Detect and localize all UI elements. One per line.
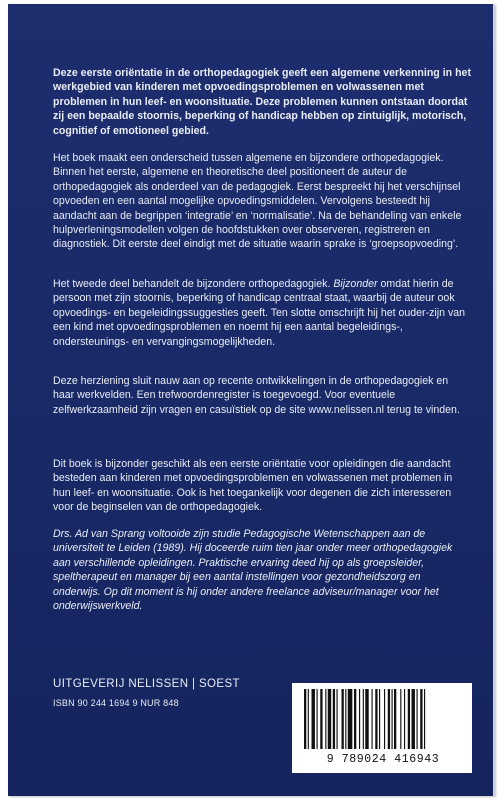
paragraph-specific-start: Het tweede deel behandelt de bijzondere orthopedagogiek.: [53, 278, 334, 290]
paragraph-audience: Dit boek is bijzonder geschikt als een eerste oriëntatie voor opleidingen die aandacht besteden aan kinderen met opvoedingsproblemen en volwassenen met problemen in hun leef- en woonsituatie. Ook is het toegankelijk voor degenen die zich interesseren voor de beginselen van de orthopedagogiek.: [53, 458, 453, 514]
isbn-line: ISBN 90 244 1694 9 NUR 848: [53, 698, 179, 708]
paragraph-general: Het boek maakt een onderscheid tussen algemene en bijzondere orthopedagogiek. Binnen het eerste, algemene en theoretische deel positioneert de auteur de orthopedagogiek als onderdeel van de pedagogiek. Eerst bespreekt hij het verschijnsel opvoeden en een aantal mogelijke opvoedingsmiddelen. Vervolgens besteedt hij aandacht aan de begrippen ‘integratie’ en ‘normalisatie’. Na de behandeling van enkele hulpverleningsmodellen volgen de hoofdstukken over observeren, registreren en diagnostiek. Dit eerste deel eindigt met de situatie waarin sprake is ‘groepsopvoeding’.: [53, 152, 462, 251]
paragraph-revision: Deze herziening sluit nauw aan op recente ontwikkelingen in de orthopedagogiek en haar werkvelden. Een trefwoordenregister is toegevoegd. Voor eventuele zelfwerkzaamheid zijn vragen en casuïstiek op de site www.nelissen.nl terug te vinden.: [53, 375, 460, 416]
intro-paragraph: Deze eerste oriëntatie in de orthopedagogiek geeft een algemene verkenning in het werkgebied van kinderen met opvoedingsproblemen en volwassenen met problemen in hun leef- en woonsituatie. Deze problemen kunnen ontstaan doordat zij een bepaalde stoornis, beperking of handicap hebben op zintuiglijk, motorisch, cognitief of emotioneel gebied.: [53, 67, 471, 137]
paragraph-specific-emphasis: Bijzonder: [333, 278, 378, 290]
author-bio: Drs. Ad van Sprang voltooide zijn studie Pedagogische Wetenschappen aan de universiteit te Leiden (1989). Hij doceerde ruim tien jaar onder meer orthopedagogiek aan verschillende opleidingen. Praktische ervaring deed hij op als groepsleider, speltherapeut en manager bij een aantal instellingen voor gezondheidszorg en onderwijs. Op dit moment is hij onder andere freelance adviseur/manager voor het onderwijswerkveld.: [53, 528, 453, 613]
barcode: [292, 683, 472, 773]
barcode-bars: [302, 689, 462, 753]
paragraph-specific: [53, 277, 471, 349]
publisher-name: UITGEVERIJ NELISSEN | SOEST: [53, 678, 240, 690]
barcode-digits: 9 789024 416943: [326, 753, 440, 766]
paragraph-specific-rest: omdat hierin de persoon met zijn stoornis, beperking of handicap centraal staat, waarbij de auteur ook opvoedings- en begeleidingssuggesties geeft. Ten slotte omschrijft hij het ouder-zijn van een kind met opvoedingsproblemen en noemt hij een aantal begeleidings-, ondersteunings- en vervangingsmogelijkheden.: [53, 278, 466, 348]
